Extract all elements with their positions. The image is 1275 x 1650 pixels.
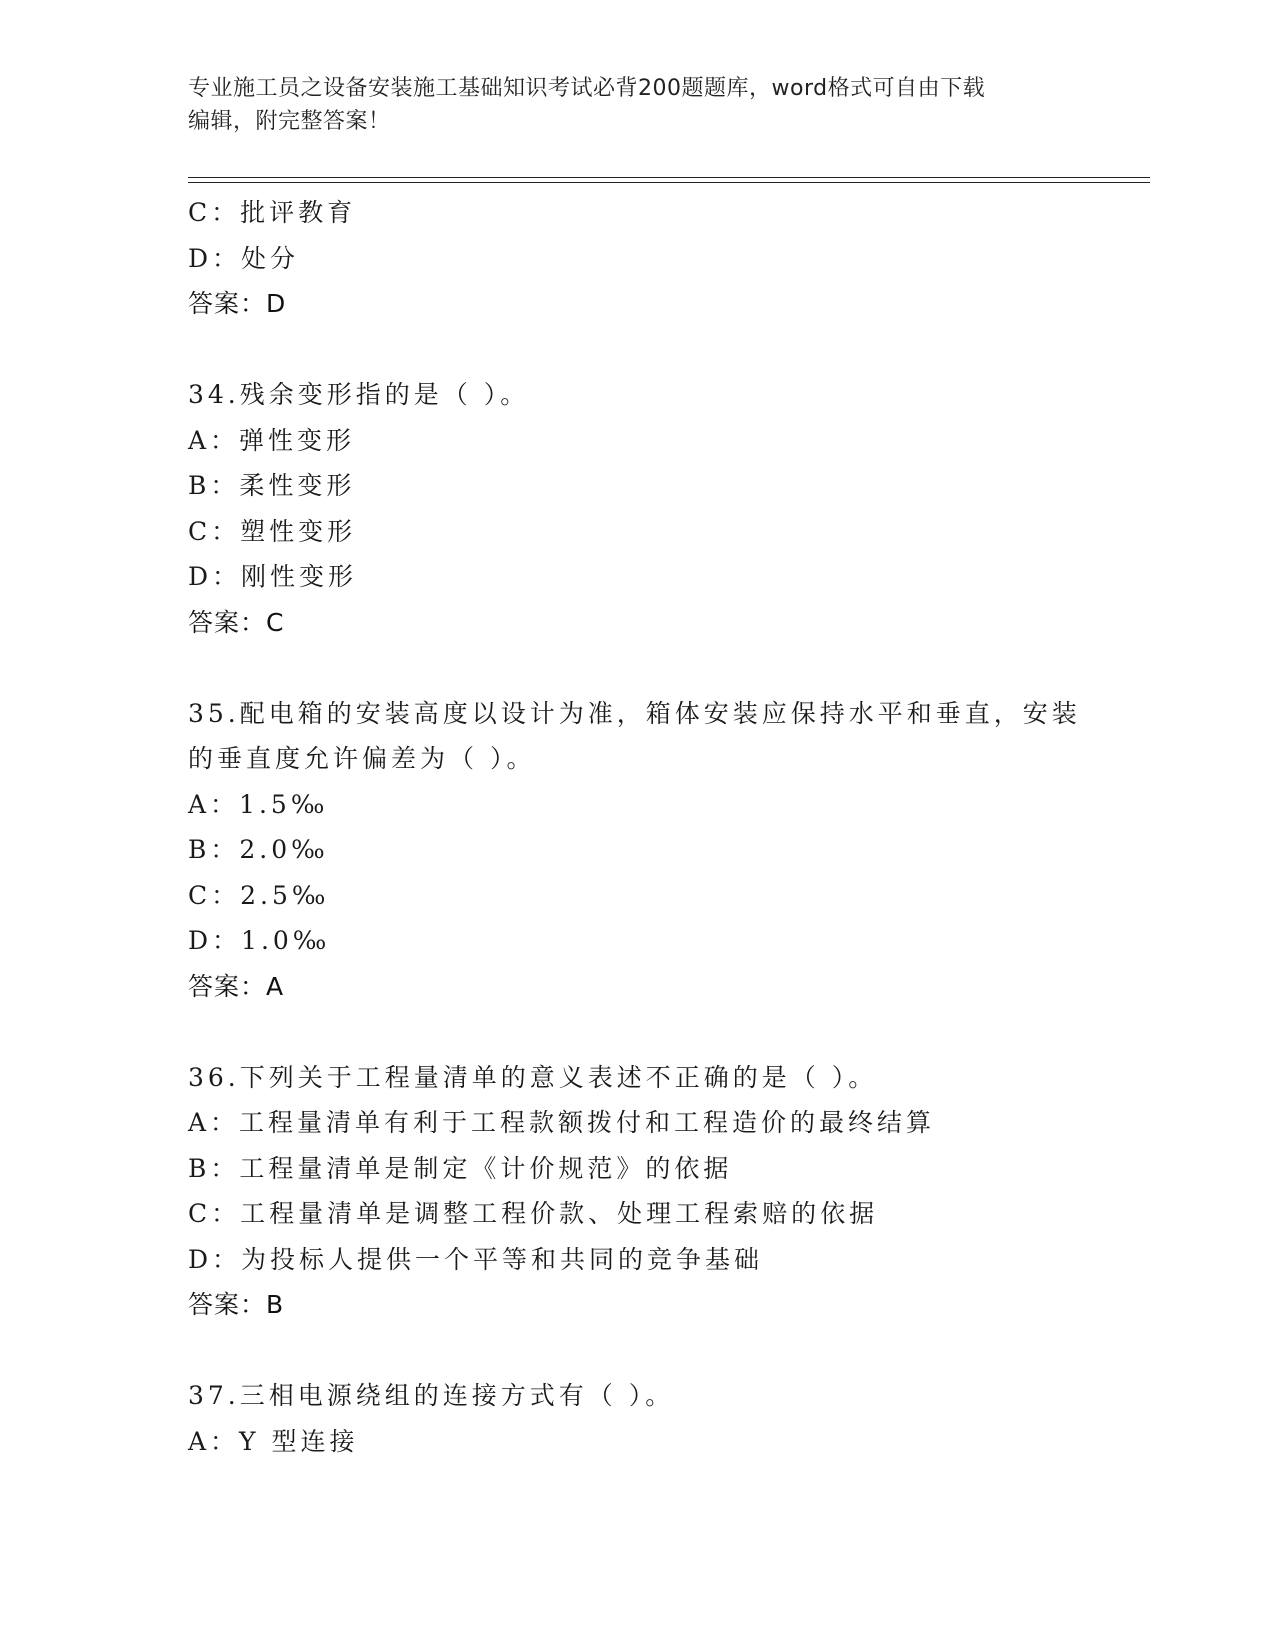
option-a: A：Y 型连接 (188, 1426, 359, 1456)
option-d: D：1.0‰ (188, 926, 331, 955)
option-c: C：工程量清单是调整工程价款、处理工程索赔的依据 (188, 1199, 879, 1228)
option-d: D：处分 (188, 243, 300, 273)
option-c: C：塑性变形 (188, 516, 357, 546)
question-stem: 34.残余变形指的是（ ）。 (188, 380, 530, 409)
spacer (188, 1009, 1088, 1055)
spacer (188, 1328, 1088, 1374)
spacer (188, 645, 1088, 691)
header-divider-top (188, 177, 1150, 178)
option-a: A：工程量清单有利于工程款额拨付和工程造价的最终结算 (188, 1108, 936, 1137)
question-stem-line2: 的垂直度允许偏差为（ ）。 (188, 744, 536, 773)
option-a: A：弹性变形 (188, 425, 356, 455)
option-b: B：柔性变形 (188, 471, 356, 500)
spacer (188, 327, 1088, 373)
question-stem: 36.下列关于工程量清单的意义表述不正确的是（ ）。 (188, 1062, 878, 1092)
option-d: D：为投标人提供一个平等和共同的竞争基础 (188, 1244, 764, 1274)
document-header (188, 72, 1068, 138)
answer: 答案：D (188, 289, 287, 318)
option-b: B：工程量清单是制定《计价规范》的依据 (188, 1153, 733, 1183)
question-35 (188, 691, 1088, 1010)
header-title-line2: 编辑，附完整答案！ (188, 109, 391, 134)
question-stem-line1: 35.配电箱的安装高度以设计为准，箱体安装应保持水平和垂直，安装 (188, 698, 1081, 728)
question-stem: 37.三相电源绕组的连接方式有（ ）。 (188, 1381, 675, 1410)
answer: 答案：B (188, 1290, 285, 1319)
answer: 答案：A (188, 971, 285, 1001)
answer: 答案：C (188, 607, 285, 637)
option-d: D：刚性变形 (188, 562, 358, 591)
question-36 (188, 1055, 1088, 1328)
option-c: C：2.5‰ (188, 880, 330, 910)
question-34 (188, 372, 1088, 645)
header-divider-bottom (188, 182, 1150, 183)
header-title-line1: 专业施工员之设备安装施工基础知识考试必背200题题库，word格式可自由下载 (188, 76, 986, 101)
question-list (188, 190, 1088, 1464)
option-c: C：批评教育 (188, 198, 357, 227)
question-33 (188, 190, 1088, 327)
question-37 (188, 1373, 1088, 1464)
option-a: A：1.5‰ (188, 789, 329, 819)
option-b: B：2.0‰ (188, 835, 329, 864)
